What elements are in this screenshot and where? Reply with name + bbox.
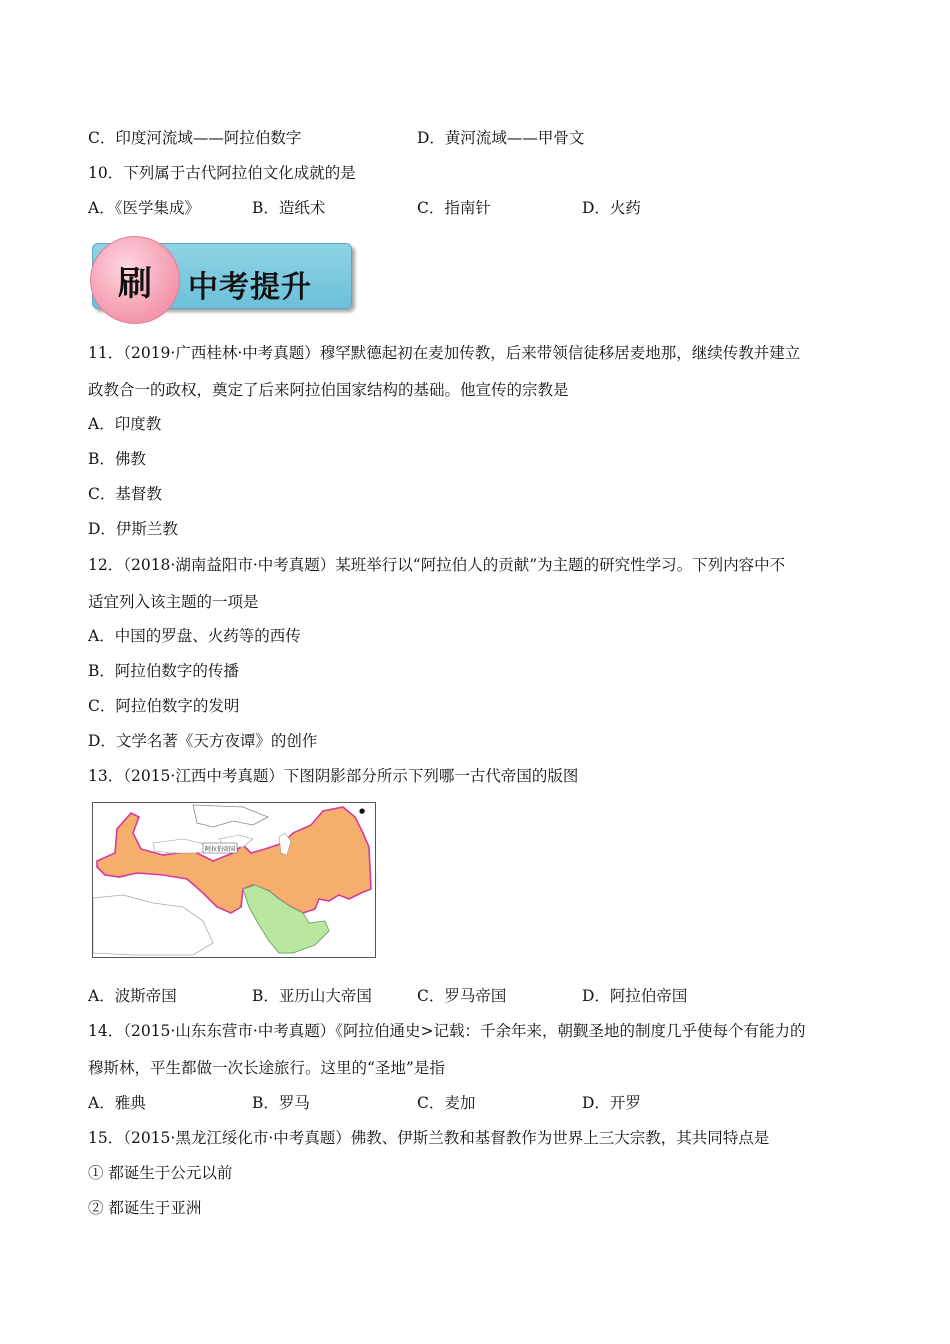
- q11-option-a: A．印度教: [88, 415, 162, 433]
- q12-option-b: B．阿拉伯数字的传播: [88, 662, 239, 680]
- q14-stem-line2: 穆斯林，平生都做一次长途旅行。这里的“圣地”是指: [88, 1059, 445, 1077]
- map-land-north: [193, 805, 268, 827]
- q12-stem-line2: 适宜列入该主题的一项是: [88, 593, 259, 611]
- q13-option-a: A．波斯帝国: [88, 987, 177, 1005]
- q11-option-c: C．基督教: [88, 485, 162, 503]
- q11-option-d: D．伊斯兰教: [88, 520, 178, 538]
- q9-option-d: D．黄河流域——甲骨文: [417, 129, 585, 147]
- q11-stem-line1: 11．（2019·广西桂林·中考真题）穆罕默德起初在麦加传教，后来带领信徒移居麦地那，继续传教并建立: [88, 344, 801, 362]
- q10-option-d: D．火药: [582, 199, 641, 217]
- banner-title: 中考提升: [188, 270, 312, 305]
- q13-option-d: D．阿拉伯帝国: [582, 987, 688, 1005]
- q15-item-1: ① 都诞生于公元以前: [88, 1164, 233, 1182]
- q9-option-c: C．印度河流域——阿拉伯数字: [88, 129, 302, 147]
- q10-stem: 10．下列属于古代阿拉伯文化成就的是: [88, 164, 356, 182]
- banner-circle-badge: [90, 236, 180, 324]
- q14-option-a: A．雅典: [88, 1094, 146, 1112]
- q12-option-a: A．中国的罗盘、火药等的西传: [88, 627, 301, 645]
- section-banner: [90, 236, 352, 324]
- q14-option-d: D．开罗: [582, 1094, 641, 1112]
- q14-stem-line1: 14．（2015·山东东营市·中考真题）《阿拉伯通史>记载：千余年来，朝觐圣地的制度几乎使每个有能力的: [88, 1022, 806, 1040]
- q10-option-a: A．《医学集成》: [88, 199, 200, 217]
- q13-stem: 13．（2015·江西中考真题）下图阴影部分所示下列哪一古代帝国的版图: [88, 767, 579, 785]
- q13-option-b: B．亚历山大帝国: [252, 987, 372, 1005]
- q12-stem-line1: 12．（2018·湖南益阳市·中考真题）某班举行以“阿拉伯人的贡献”为主题的研究性学习。下列内容中不: [88, 556, 786, 574]
- q15-stem: 15．（2015·黑龙江绥化市·中考真题）佛教、伊斯兰教和基督教作为世界上三大宗教，其共同特点是: [88, 1129, 770, 1147]
- banner-circle-char: 刷: [118, 263, 152, 304]
- map-empire-shaded-area: [97, 807, 371, 913]
- q15-item-2: ② 都诞生于亚洲: [88, 1199, 202, 1217]
- q11-stem-line2: 政教合一的政权，奠定了后来阿拉伯国家结构的基础。他宣传的宗教是: [88, 381, 569, 399]
- map-marker-dot: ●: [359, 807, 366, 815]
- q12-option-c: C．阿拉伯数字的发明: [88, 697, 240, 715]
- map-label: 阿拉伯帝国: [204, 846, 236, 853]
- q11-option-b: B．佛教: [88, 450, 146, 468]
- map-land-africa: [93, 895, 213, 955]
- map-svg: [93, 803, 375, 957]
- q14-option-b: B．罗马: [252, 1094, 310, 1112]
- q12-option-d: D．文学名著《天方夜谭》的创作: [88, 732, 318, 750]
- q13-option-c: C．罗马帝国: [417, 987, 507, 1005]
- arab-empire-map: [92, 802, 376, 958]
- map-mediterranean-sea: [153, 839, 211, 853]
- q10-option-c: C．指南针: [417, 199, 491, 217]
- q10-option-b: B．造纸术: [252, 199, 326, 217]
- q14-option-c: C．麦加: [417, 1094, 476, 1112]
